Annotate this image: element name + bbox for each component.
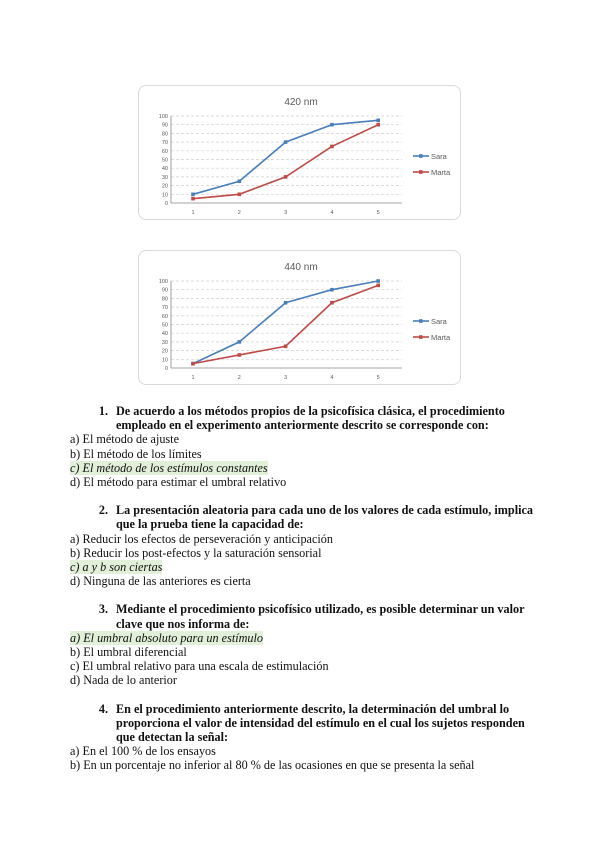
data-point bbox=[191, 193, 195, 197]
y-tick-label: 90 bbox=[161, 122, 168, 129]
question-text: Mediante el procedimiento psicofísico utilizado, es posible determinar un valor clave que nos informa de: bbox=[116, 602, 525, 631]
question-text: En el procedimiento anteriormente descrito, la determinación del umbral lo proporciona el valor de intensidad del estímulo en el cual los sujetos responden que detectan la señal: bbox=[116, 701, 525, 745]
option-b: b) Reducir los post-efectos y la saturación sensorial bbox=[70, 545, 322, 560]
legend-marker bbox=[419, 319, 423, 323]
option-d: d) El método para estimar el umbral relativo bbox=[70, 475, 287, 490]
legend-marker bbox=[419, 335, 423, 339]
question-4 bbox=[70, 702, 550, 773]
question-number: 2. bbox=[98, 503, 108, 518]
question-3 bbox=[70, 602, 550, 687]
data-point bbox=[238, 193, 242, 197]
y-tick-label: 90 bbox=[161, 287, 168, 294]
chart-svg bbox=[139, 86, 462, 221]
questions bbox=[70, 404, 550, 773]
x-tick-label: 3 bbox=[284, 375, 288, 381]
y-tick-label: 40 bbox=[161, 166, 168, 173]
series-line-marta bbox=[193, 125, 378, 199]
x-tick-label: 1 bbox=[191, 375, 195, 381]
y-tick-label: 30 bbox=[161, 339, 168, 346]
data-point bbox=[284, 301, 288, 305]
y-tick-label: 50 bbox=[161, 322, 168, 329]
question-text: La presentación aleatoria para cada uno de los valores de cada estímulo, implica que la prueba tiene la capacidad de: bbox=[116, 503, 533, 532]
question-1 bbox=[70, 404, 550, 489]
data-point bbox=[238, 179, 242, 183]
y-tick-label: 60 bbox=[161, 148, 168, 155]
series-line-marta bbox=[193, 285, 378, 363]
data-point bbox=[238, 340, 242, 344]
data-point bbox=[284, 344, 288, 348]
question-number: 3. bbox=[98, 602, 108, 617]
y-tick-label: 70 bbox=[161, 140, 168, 147]
data-point bbox=[284, 175, 288, 179]
chart-svg bbox=[139, 251, 462, 386]
data-point bbox=[330, 123, 334, 127]
option-c-highlighted: c) El método de los estímulos constantes bbox=[70, 460, 268, 475]
data-point bbox=[376, 119, 380, 123]
series-line-sara bbox=[193, 281, 378, 364]
y-tick-label: 60 bbox=[161, 313, 168, 320]
data-point bbox=[330, 288, 334, 292]
option-a: a) Reducir los efectos de perseveración y anticipación bbox=[70, 531, 333, 546]
data-point bbox=[376, 284, 380, 288]
data-point bbox=[376, 279, 380, 283]
x-tick-label: 5 bbox=[376, 375, 380, 381]
data-point bbox=[330, 145, 334, 149]
option-d: d) Ninguna de las anteriores es cierta bbox=[70, 574, 251, 589]
option-a: a) El método de ajuste bbox=[70, 432, 179, 447]
option-b: b) El método de los límites bbox=[70, 446, 202, 461]
legend-marker bbox=[419, 170, 423, 174]
y-tick-label: 10 bbox=[161, 192, 168, 199]
data-point bbox=[376, 123, 380, 127]
option-a-highlighted: a) El umbral absoluto para un estímulo bbox=[70, 630, 263, 645]
y-tick-label: 20 bbox=[161, 348, 168, 355]
question-number: 1. bbox=[98, 404, 108, 418]
x-tick-label: 5 bbox=[376, 210, 380, 216]
y-tick-label: 0 bbox=[164, 366, 168, 372]
x-tick-label: 2 bbox=[237, 375, 241, 381]
y-tick-label: 30 bbox=[161, 174, 168, 181]
x-tick-label: 4 bbox=[330, 375, 334, 381]
option-c-highlighted: c) a y b son ciertas bbox=[70, 560, 163, 575]
legend-marker bbox=[419, 154, 423, 158]
legend-label: Marta bbox=[431, 333, 451, 342]
question-text: De acuerdo a los métodos propios de la psicofísica clásica, el procedimiento empleado en el experimento anteriormente descrito se corresponde con: bbox=[116, 404, 505, 433]
y-tick-label: 0 bbox=[164, 201, 168, 207]
option-b: b) En un porcentaje no inferior al 80 % de las ocasiones en que se presenta la señal bbox=[70, 758, 475, 773]
option-d: d) Nada de lo anterior bbox=[70, 673, 177, 688]
series-line-sara bbox=[193, 120, 378, 194]
y-tick-label: 80 bbox=[161, 296, 168, 303]
x-tick-label: 1 bbox=[191, 210, 195, 216]
x-tick-label: 2 bbox=[237, 210, 241, 216]
x-tick-label: 4 bbox=[330, 210, 334, 216]
option-c: c) El umbral relativo para una escala de estimulación bbox=[70, 659, 329, 674]
y-tick-label: 20 bbox=[161, 183, 168, 190]
y-tick-label: 10 bbox=[161, 357, 168, 364]
question-2 bbox=[70, 503, 550, 588]
legend-label: Sara bbox=[431, 152, 447, 161]
y-tick-label: 100 bbox=[158, 114, 168, 120]
y-tick-label: 70 bbox=[161, 305, 168, 312]
chart-title: 420 nm bbox=[284, 97, 318, 108]
y-tick-label: 80 bbox=[161, 131, 168, 138]
data-point bbox=[191, 197, 195, 201]
legend-label: Sara bbox=[431, 317, 447, 326]
legend-label: Marta bbox=[431, 168, 451, 177]
x-tick-label: 3 bbox=[284, 210, 288, 216]
chart-440nm bbox=[138, 250, 461, 385]
y-tick-label: 40 bbox=[161, 331, 168, 338]
data-point bbox=[284, 140, 288, 144]
option-a: a) En el 100 % de los ensayos bbox=[70, 744, 216, 759]
y-tick-label: 50 bbox=[161, 157, 168, 164]
data-point bbox=[330, 301, 334, 305]
option-b: b) El umbral diferencial bbox=[70, 645, 187, 660]
chart-title: 440 nm bbox=[284, 262, 318, 273]
data-point bbox=[191, 362, 195, 366]
y-tick-label: 100 bbox=[158, 279, 168, 285]
question-number: 4. bbox=[98, 701, 108, 716]
data-point bbox=[238, 353, 242, 357]
chart-420nm bbox=[138, 85, 461, 220]
